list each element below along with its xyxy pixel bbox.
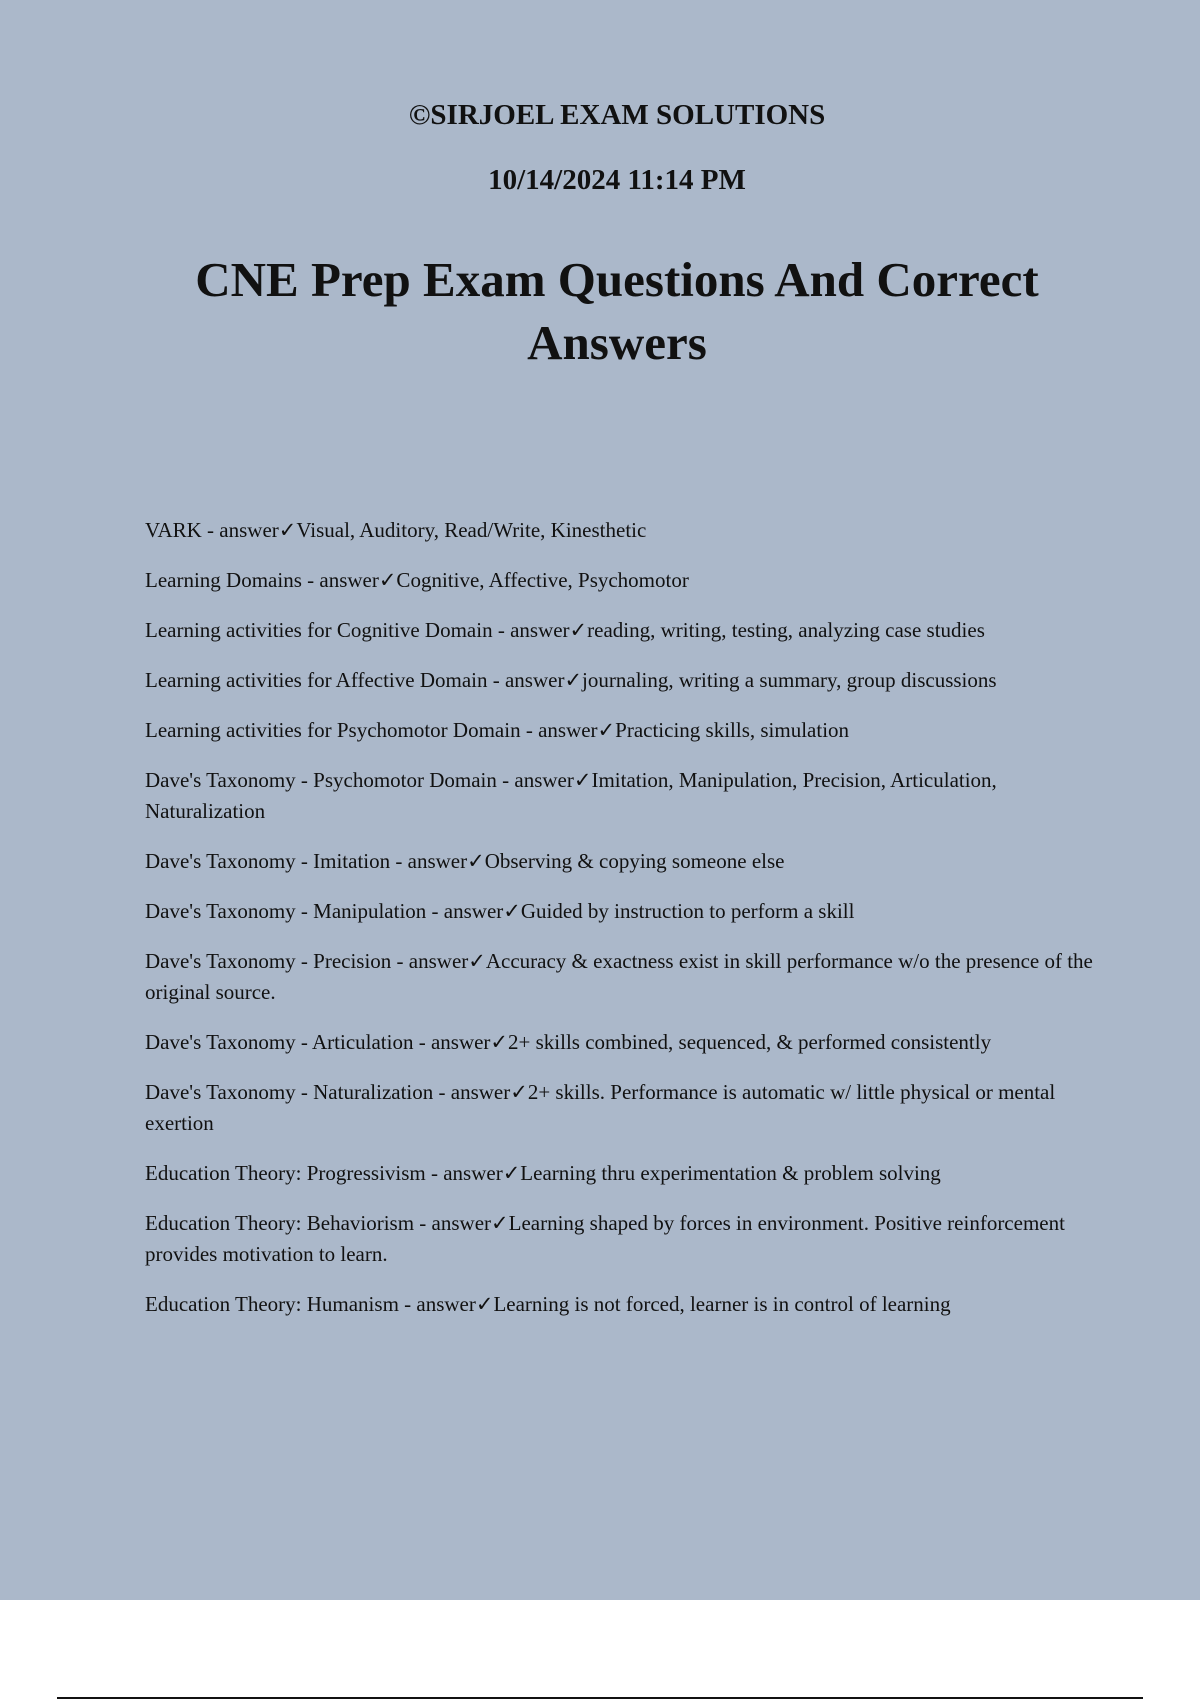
qa-item: VARK - answer✓Visual, Auditory, Read/Write, Kinesthetic — [145, 518, 647, 542]
qa-item: Education Theory: Humanism - answer✓Learning is not forced, learner is in control of learning — [145, 1292, 951, 1316]
timestamp-line: 10/14/2024 11:14 PM — [488, 164, 746, 196]
qa-item: Learning activities for Psychomotor Domain - answer✓Practicing skills, simulation — [145, 718, 850, 742]
bottom-divider — [57, 1697, 1143, 1699]
qa-item: Dave's Taxonomy - Manipulation - answer✓Guided by instruction to perform a skill — [145, 899, 855, 923]
qa-item: Learning Domains - answer✓Cognitive, Affective, Psychomotor — [145, 568, 689, 592]
document-title: CNE Prep Exam Questions And Correct Answers — [195, 252, 1039, 370]
qa-item: Learning activities for Cognitive Domain - answer✓reading, writing, testing, analyzing case studies — [145, 618, 985, 642]
qa-list — [145, 515, 1095, 1339]
qa-item: Learning activities for Affective Domain - answer✓journaling, writing a summary, group discussions — [145, 668, 997, 692]
qa-item: Dave's Taxonomy - Naturalization - answer✓2+ skills. Performance is automatic w/ little physical or mental exertion — [145, 1080, 1056, 1135]
qa-item: Dave's Taxonomy - Articulation - answer✓2+ skills combined, sequenced, & performed consistently — [145, 1030, 992, 1054]
qa-item: Education Theory: Progressivism - answer✓Learning thru experimentation & problem solving — [145, 1161, 941, 1185]
qa-item: Dave's Taxonomy - Imitation - answer✓Observing & copying someone else — [145, 849, 785, 873]
document-header — [0, 96, 1200, 199]
qa-item: Dave's Taxonomy - Precision - answer✓Accuracy & exactness exist in skill performance w/o the presence of the original source. — [145, 949, 1093, 1004]
qa-item: Dave's Taxonomy - Psychomotor Domain - answer✓Imitation, Manipulation, Precision, Articulation, Naturalization — [145, 768, 997, 823]
brand-line: ©SIRJOEL EXAM SOLUTIONS — [408, 99, 826, 131]
qa-item: Education Theory: Behaviorism - answer✓Learning shaped by forces in environment. Positive reinforcement provides motivation to learn. — [145, 1211, 1065, 1266]
